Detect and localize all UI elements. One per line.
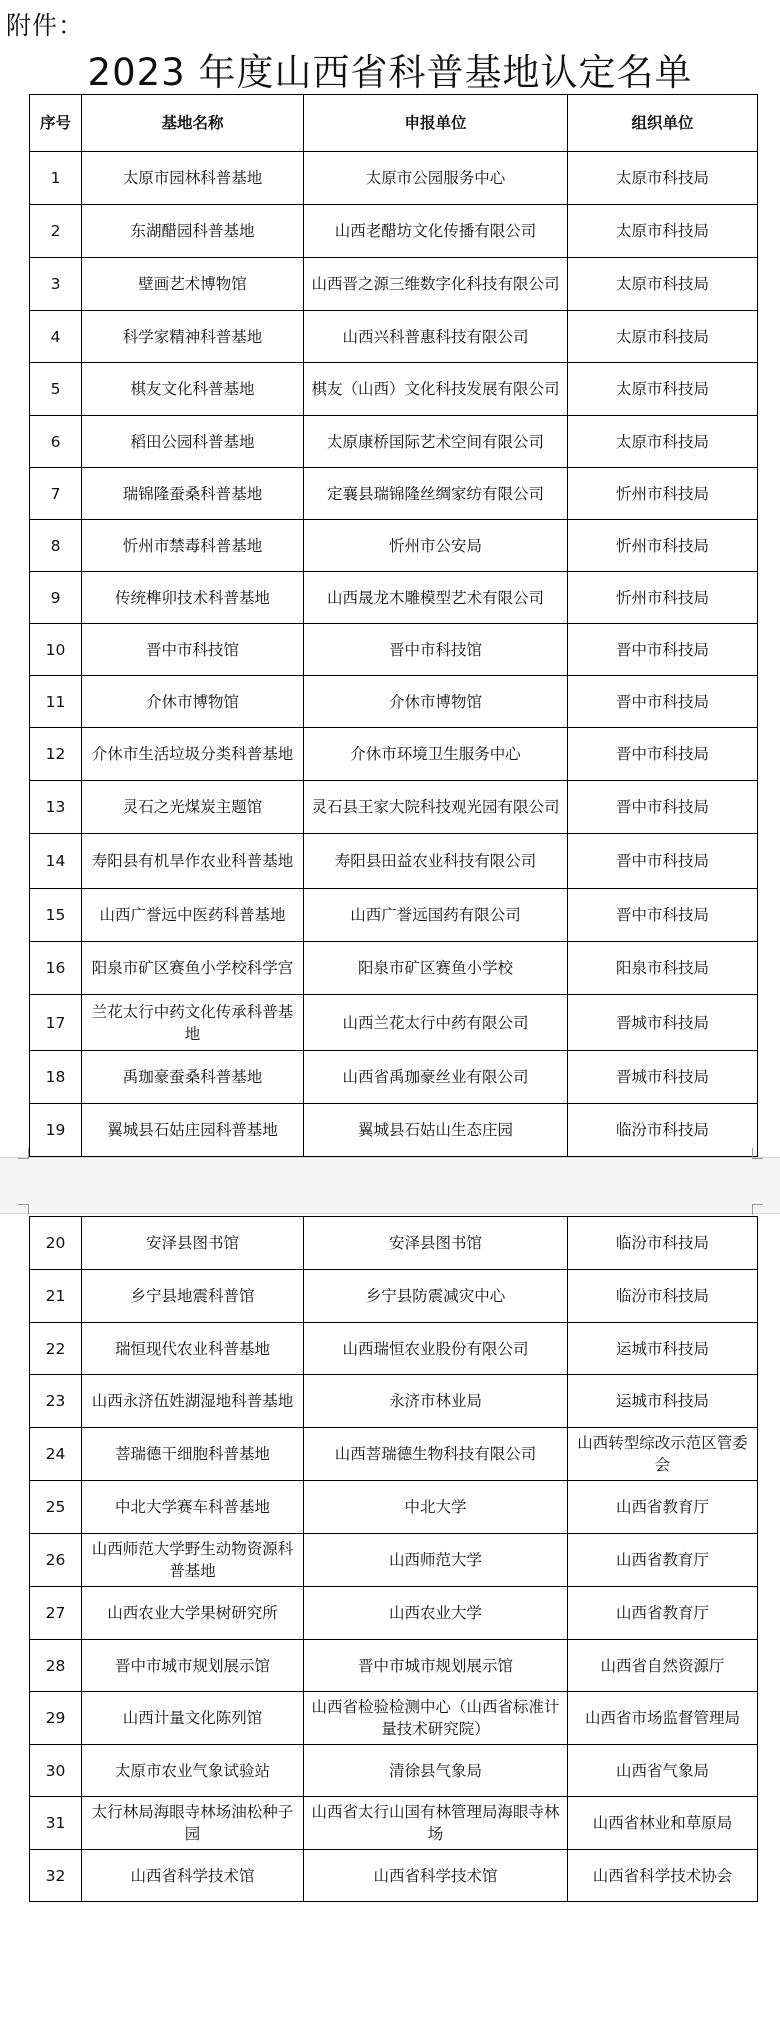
- table-row: [30, 1534, 758, 1587]
- table-row: [30, 1270, 758, 1323]
- cell-base-name: 晋中市科技馆: [82, 624, 304, 676]
- cell-index: 21: [30, 1270, 82, 1323]
- cell-applicant: 山西晋之源三维数字化科技有限公司: [304, 258, 568, 311]
- cell-organizer: 忻州市科技局: [568, 468, 758, 520]
- cell-organizer: 晋中市科技局: [568, 624, 758, 676]
- cell-applicant: 棋友（山西）文化科技发展有限公司: [304, 363, 568, 416]
- cell-organizer: 山西省自然资源厅: [568, 1640, 758, 1692]
- cell-index: 19: [30, 1104, 82, 1157]
- cell-applicant: 山西老醋坊文化传播有限公司: [304, 205, 568, 258]
- page-corner-mark: [18, 1204, 29, 1215]
- cell-base-name: 山西永济伍姓湖湿地科普基地: [82, 1375, 304, 1428]
- cell-organizer: 山西省科学技术协会: [568, 1850, 758, 1902]
- cell-applicant: 忻州市公安局: [304, 520, 568, 572]
- page-break: [0, 1157, 780, 1214]
- cell-applicant: 定襄县瑞锦隆丝绸家纺有限公司: [304, 468, 568, 520]
- cell-applicant: 晋中市城市规划展示馆: [304, 1640, 568, 1692]
- cell-base-name: 传统榫卯技术科普基地: [82, 572, 304, 624]
- cell-base-name: 太原市园林科普基地: [82, 152, 304, 205]
- cell-base-name: 棋友文化科普基地: [82, 363, 304, 416]
- cell-applicant: 翼城县石姑山生态庄园: [304, 1104, 568, 1157]
- cell-organizer: 晋城市科技局: [568, 1051, 758, 1104]
- cell-base-name: 乡宁县地震科普馆: [82, 1270, 304, 1323]
- cell-index: 28: [30, 1640, 82, 1692]
- cell-index: 25: [30, 1481, 82, 1534]
- cell-organizer: 山西省林业和草原局: [568, 1797, 758, 1850]
- cell-organizer: 山西省气象局: [568, 1745, 758, 1797]
- header-index: 序号: [30, 95, 82, 152]
- cell-base-name: 菩瑞德干细胞科普基地: [82, 1428, 304, 1481]
- cell-base-name: 山西农业大学果树研究所: [82, 1587, 304, 1640]
- cell-organizer: 山西省教育厅: [568, 1481, 758, 1534]
- table-row: [30, 1692, 758, 1745]
- cell-organizer: 运城市科技局: [568, 1323, 758, 1375]
- page-corner-mark: [752, 1148, 763, 1159]
- cell-index: 12: [30, 728, 82, 781]
- cell-organizer: 太原市科技局: [568, 416, 758, 468]
- cell-organizer: 太原市科技局: [568, 152, 758, 205]
- cell-base-name: 寿阳县有机旱作农业科普基地: [82, 834, 304, 889]
- table-row: [30, 1640, 758, 1692]
- cell-applicant: 山西师范大学: [304, 1534, 568, 1587]
- cell-organizer: 晋中市科技局: [568, 728, 758, 781]
- table-row: [30, 1323, 758, 1375]
- cell-organizer: 临汾市科技局: [568, 1104, 758, 1157]
- cell-index: 1: [30, 152, 82, 205]
- cell-organizer: 太原市科技局: [568, 363, 758, 416]
- cell-index: 8: [30, 520, 82, 572]
- base-list-table-page-2: [29, 1216, 758, 1902]
- cell-applicant: 山西晟龙木雕模型艺术有限公司: [304, 572, 568, 624]
- table-row: [30, 1051, 758, 1104]
- cell-applicant: 乡宁县防震减灾中心: [304, 1270, 568, 1323]
- cell-applicant: 山西菩瑞德生物科技有限公司: [304, 1428, 568, 1481]
- cell-applicant: 安泽县图书馆: [304, 1217, 568, 1270]
- table-row: [30, 520, 758, 572]
- cell-organizer: 晋城市科技局: [568, 995, 758, 1051]
- cell-index: 11: [30, 676, 82, 728]
- cell-base-name: 晋中市城市规划展示馆: [82, 1640, 304, 1692]
- table-row: [30, 468, 758, 520]
- cell-applicant: 介休市博物馆: [304, 676, 568, 728]
- cell-index: 31: [30, 1797, 82, 1850]
- base-list-table-page-1: [29, 94, 758, 1157]
- table-row: [30, 1587, 758, 1640]
- cell-organizer: 山西省教育厅: [568, 1587, 758, 1640]
- table-body-page-1: [30, 152, 758, 1157]
- cell-applicant: 介休市环境卫生服务中心: [304, 728, 568, 781]
- cell-base-name: 山西计量文化陈列馆: [82, 1692, 304, 1745]
- cell-index: 5: [30, 363, 82, 416]
- cell-organizer: 太原市科技局: [568, 205, 758, 258]
- cell-applicant: 山西省太行山国有林管理局海眼寺林场: [304, 1797, 568, 1850]
- cell-base-name: 太行林局海眼寺林场油松种子园: [82, 1797, 304, 1850]
- cell-base-name: 太原市农业气象试验站: [82, 1745, 304, 1797]
- cell-organizer: 晋中市科技局: [568, 781, 758, 834]
- cell-applicant: 山西兰花太行中药有限公司: [304, 995, 568, 1051]
- table-row: [30, 781, 758, 834]
- cell-index: 18: [30, 1051, 82, 1104]
- cell-organizer: 临汾市科技局: [568, 1270, 758, 1323]
- cell-base-name: 稻田公园科普基地: [82, 416, 304, 468]
- table-row: [30, 416, 758, 468]
- table-row: [30, 311, 758, 363]
- header-organizer: 组织单位: [568, 95, 758, 152]
- cell-index: 27: [30, 1587, 82, 1640]
- table-row: [30, 1481, 758, 1534]
- cell-index: 26: [30, 1534, 82, 1587]
- page-title: 2023 年度山西省科普基地认定名单: [87, 51, 693, 94]
- cell-applicant: 山西省检验检测中心（山西省标准计量技术研究院）: [304, 1692, 568, 1745]
- table-row: [30, 728, 758, 781]
- table-row: [30, 1428, 758, 1481]
- table-row: [30, 363, 758, 416]
- cell-base-name: 瑞锦隆蚕桑科普基地: [82, 468, 304, 520]
- attachment-label: 附件：: [6, 11, 85, 40]
- cell-index: 7: [30, 468, 82, 520]
- cell-organizer: 太原市科技局: [568, 258, 758, 311]
- cell-index: 30: [30, 1745, 82, 1797]
- cell-organizer: 临汾市科技局: [568, 1217, 758, 1270]
- table-row: [30, 889, 758, 942]
- cell-index: 15: [30, 889, 82, 942]
- cell-organizer: 太原市科技局: [568, 311, 758, 363]
- cell-applicant: 灵石县王家大院科技观光园有限公司: [304, 781, 568, 834]
- table-body-page-2: [30, 1217, 758, 1902]
- cell-applicant: 山西省科学技术馆: [304, 1850, 568, 1902]
- cell-base-name: 山西师范大学野生动物资源科普基地: [82, 1534, 304, 1587]
- cell-index: 29: [30, 1692, 82, 1745]
- cell-applicant: 山西瑞恒农业股份有限公司: [304, 1323, 568, 1375]
- cell-index: 17: [30, 995, 82, 1051]
- table-row: [30, 834, 758, 889]
- table-row: [30, 995, 758, 1051]
- table-row: [30, 572, 758, 624]
- cell-organizer: 阳泉市科技局: [568, 942, 758, 995]
- cell-base-name: 禹珈豪蚕桑科普基地: [82, 1051, 304, 1104]
- cell-organizer: 运城市科技局: [568, 1375, 758, 1428]
- cell-applicant: 太原市公园服务中心: [304, 152, 568, 205]
- table-row: [30, 624, 758, 676]
- cell-base-name: 阳泉市矿区赛鱼小学校科学宫: [82, 942, 304, 995]
- cell-organizer: 晋中市科技局: [568, 834, 758, 889]
- table-row: [30, 1375, 758, 1428]
- table-row: [30, 152, 758, 205]
- cell-index: 16: [30, 942, 82, 995]
- cell-applicant: 山西省禹珈豪丝业有限公司: [304, 1051, 568, 1104]
- cell-base-name: 瑞恒现代农业科普基地: [82, 1323, 304, 1375]
- cell-organizer: 山西省市场监督管理局: [568, 1692, 758, 1745]
- header-applicant: 申报单位: [304, 95, 568, 152]
- cell-index: 32: [30, 1850, 82, 1902]
- cell-organizer: 忻州市科技局: [568, 572, 758, 624]
- cell-applicant: 中北大学: [304, 1481, 568, 1534]
- cell-index: 2: [30, 205, 82, 258]
- cell-index: 13: [30, 781, 82, 834]
- table-row: [30, 1797, 758, 1850]
- cell-applicant: 阳泉市矿区赛鱼小学校: [304, 942, 568, 995]
- cell-base-name: 壁画艺术博物馆: [82, 258, 304, 311]
- cell-base-name: 兰花太行中药文化传承科普基地: [82, 995, 304, 1051]
- table-row: [30, 1104, 758, 1157]
- cell-index: 3: [30, 258, 82, 311]
- cell-base-name: 山西广誉远中医药科普基地: [82, 889, 304, 942]
- page-corner-mark: [752, 1204, 763, 1215]
- cell-index: 20: [30, 1217, 82, 1270]
- cell-base-name: 灵石之光煤炭主题馆: [82, 781, 304, 834]
- page-corner-mark: [18, 1148, 29, 1159]
- cell-base-name: 介休市生活垃圾分类科普基地: [82, 728, 304, 781]
- cell-index: 9: [30, 572, 82, 624]
- cell-organizer: 忻州市科技局: [568, 520, 758, 572]
- cell-applicant: 晋中市科技馆: [304, 624, 568, 676]
- cell-organizer: 晋中市科技局: [568, 676, 758, 728]
- cell-applicant: 太原康桥国际艺术空间有限公司: [304, 416, 568, 468]
- table-row: [30, 205, 758, 258]
- cell-base-name: 介休市博物馆: [82, 676, 304, 728]
- cell-index: 14: [30, 834, 82, 889]
- table-row: [30, 1850, 758, 1902]
- table-row: [30, 258, 758, 311]
- cell-base-name: 东湖醋园科普基地: [82, 205, 304, 258]
- cell-applicant: 山西兴科普惠科技有限公司: [304, 311, 568, 363]
- cell-organizer: 山西省教育厅: [568, 1534, 758, 1587]
- cell-applicant: 清徐县气象局: [304, 1745, 568, 1797]
- table-row: [30, 676, 758, 728]
- cell-index: 4: [30, 311, 82, 363]
- cell-base-name: 忻州市禁毒科普基地: [82, 520, 304, 572]
- cell-index: 22: [30, 1323, 82, 1375]
- table-row: [30, 1217, 758, 1270]
- cell-applicant: 永济市林业局: [304, 1375, 568, 1428]
- cell-base-name: 安泽县图书馆: [82, 1217, 304, 1270]
- cell-applicant: 山西农业大学: [304, 1587, 568, 1640]
- cell-organizer: 山西转型综改示范区管委会: [568, 1428, 758, 1481]
- table-row: [30, 1745, 758, 1797]
- header-base-name: 基地名称: [82, 95, 304, 152]
- cell-applicant: 寿阳县田益农业科技有限公司: [304, 834, 568, 889]
- table-row: [30, 942, 758, 995]
- cell-organizer: 晋中市科技局: [568, 889, 758, 942]
- cell-base-name: 翼城县石姑庄园科普基地: [82, 1104, 304, 1157]
- cell-applicant: 山西广誉远国药有限公司: [304, 889, 568, 942]
- cell-base-name: 中北大学赛车科普基地: [82, 1481, 304, 1534]
- cell-index: 23: [30, 1375, 82, 1428]
- cell-index: 6: [30, 416, 82, 468]
- cell-index: 24: [30, 1428, 82, 1481]
- cell-index: 10: [30, 624, 82, 676]
- cell-base-name: 科学家精神科普基地: [82, 311, 304, 363]
- cell-base-name: 山西省科学技术馆: [82, 1850, 304, 1902]
